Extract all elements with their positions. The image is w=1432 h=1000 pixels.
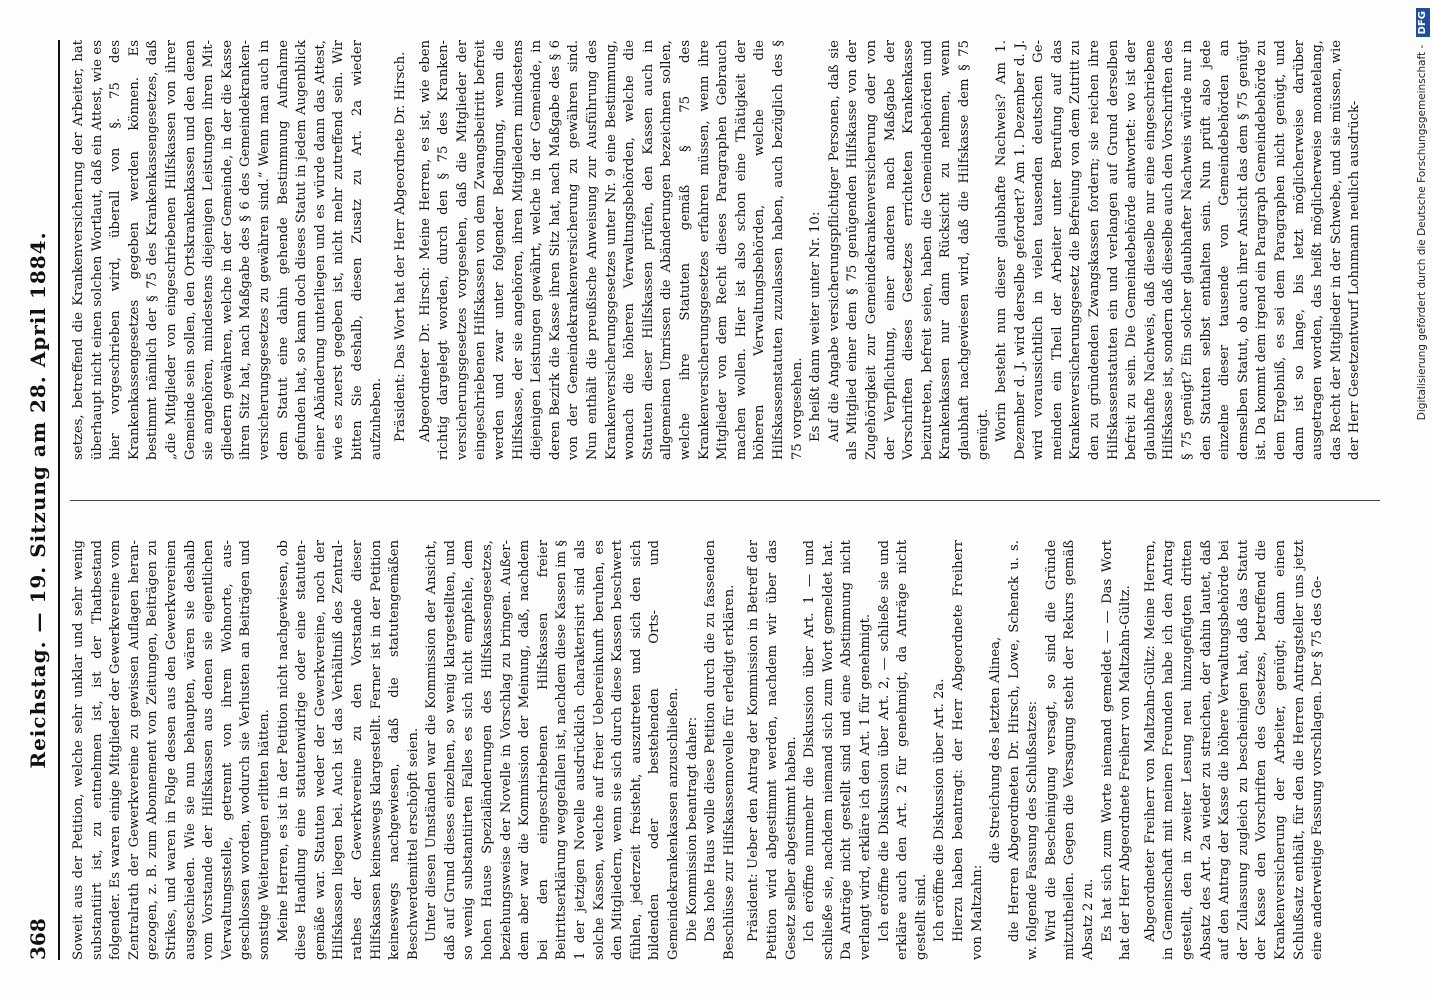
right-column bbox=[70, 40, 1363, 460]
paragraph: Abgeordneter Dr. Hirsch: Meine Herren, es ist, wie eben richtig dargelegt worden, durch den § 75 des Krankenversicherungsgesetzes vorgesehen, daß die Mitglieder der eingeschriebenen Hilfskassen von dem Zwangsbeitritt befreit werden und zwar unter folgender Bedingung, wenn die Hilfskasse, der sie angehören, ihren Mitgliedern mindestens diejenigen Leistungen gewährt, welche in der Gemeinde, in deren Bezirk die Kasse ihren Sitz hat, nach Maßgabe des § 6 von der Gemeindekrankenversicherung zu gewähren sind. Nun enthält die preußische Anweisung zur Ausführung des Krankenversicherungsgesetzes unter Nr. 9 eine Bestimmung, wonach die höheren Verwaltungsbehörden, welche die Statuten dieser Hilfskassen prüfen, den Kassen auch in allgemeinen Umrissen die Abänderungen bezeichnen sollen, welche ihre Statuten gemäß § 75 des Krankenversicherungsgesetzes erfahren müssen, wenn ihre Mitglieder von dem Recht dieses Paragraphen Gebrauch machen wollen. Hier ist also schon eine Thätigkeit der höheren Verwaltungsbehörden, welche die Hilfskassenstatuten zuzulassen haben, auch bezüglich des § 75 vorgesehen. bbox=[417, 40, 805, 460]
paragraph: setzes, betreffend die Krankenversicherung der Arbeiter, hat überhaupt nicht einen solchen Wortlaut, daß ein Attest, wie es hier vorgeschrieben wird, überall von §. 75 des Krankenkassengesetzes gegeben werden können. Es bestimmt nämlich der § 75 des Krankenkassengesetzes, daß „die Mitglieder von eingeschriebenen Hilfskassen von ihrer Gemeinde sein sollen, den Ortskrankenkassen und den denen sie angehören, mindestens diejenigen Leistungen ihren Mitgliedern gewähren, welche in der Gemeinde, in der die Kasse ihren Sitz hat, nach Maßgabe des § 6 des Gemeindekrankenversicherungsgesetzes zu gewähren sind.“ Wenn man auch in dem Statut eine dahin gehende Bestimmung Aufnahme gefunden hat, so kann doch dieses Statut in jedem Augenblick einer Abänderung unterliegen und es würde dann das Attest, wie es zuerst gegeben ist, nicht mehr zutreffend sein. Wir bitten Sie deshalb, diesen Zusatz zu Art. 2a wieder aufzuheben. bbox=[71, 40, 384, 460]
paragraph: Es hat sich zum Worte niemand gemeldet — — Das Wort hat der Herr Abgeordnete Freiherr von Maltzahn-Gültz. bbox=[1099, 540, 1134, 960]
stamp-text: Digitalisierung gefördert durch die Deutsche Forschungsgemeinschaft - bbox=[1416, 44, 1428, 421]
paragraph: die Herren Abgeordneten Dr. Hirsch, Lowe, Schenck u. s. w. folgende Fassung des Schlußsatzes: bbox=[1006, 540, 1041, 960]
paragraph: Ich eröffne die Diskussion über Art. 2, — schließe sie und erkläre auch den Art. 2 für genehmigt, da Anträge nicht gestellt sind. bbox=[876, 540, 929, 960]
page-header bbox=[18, 40, 60, 960]
page-number: 368 bbox=[26, 918, 50, 960]
paragraph: Meine Herren, es ist in der Petition nicht nachgewiesen, ob diese Handlung eine statutenwidrige oder eine statutengemäße war. Statuten weder der Gewerkvereine, noch der Hilfskassen liegen bei. Auch ist das Verhältniß des Zentralrathes der Gewerkvereine zu den Vorstande dieser Hilfskassen keineswegs klargestellt. Ferner ist in der Petition keineswegs nachgewiesen, daß die statutengemäßen Beschwerdemittel erschöpft seien. bbox=[275, 540, 421, 960]
paragraph: Das hohe Haus wolle diese Petition durch die zu fassenden Beschlüsse zur Hilfskassennovelle für erledigt erklären. bbox=[703, 540, 737, 960]
paragraph: Präsident: Das Wort hat der Herr Abgeordnete Dr. Hirsch. bbox=[393, 51, 409, 442]
column-divider bbox=[70, 500, 1380, 501]
left-column bbox=[70, 540, 1326, 960]
paragraph: Abgeordneter Freiherr von Maltzahn-Gültz: Meine Herren, in Gemeinschaft mit meinen Freunden habe ich den Antrag gestellt, den in zweiter Lesung neu hinzugefügten dritten Absatz des Art. 2a wieder zu streichen, der dahin lautet, daß auf den Antrag der Kasse die höhere Verwaltungsbehörde bei der Zulassung zugleich zu bescheinigen hat, daß das Statut der Kasse den Vorschriften des Gesetzes, betreffend die Krankenversicherung der Arbeiter, genügt; dann einen Schlußsatz enthält, für den die Herren Antragsteller uns jetzt eine anderweitige Fassung vorschlagen. Der § 75 des Ge- bbox=[1142, 540, 1326, 960]
paragraph: Wird die Bescheinigung versagt, so sind die Gründe mitzutheilen. Gegen die Versagung steht der Rekurs gemäß Absatz 2 zu. bbox=[1043, 540, 1097, 960]
paragraph: Hierzu haben beantragt: der Herr Abgeordnete Freiherr von Maltzahn: bbox=[950, 540, 985, 960]
digitization-stamp bbox=[1412, 0, 1432, 1000]
paragraph: Auf die Angabe versicherungspflichtiger Personen, daß sie als Mitglied einer dem § 75 genügenden Hilfskasse von der Zugehörigkeit zur Gemeindekrankenversicherung oder von der Verpflichtung, einer anderen nach Maßgabe der Vorschriften dieses Gesetzes errichteten Krankenkasse beizutreten, befreit seien, haben die Gemeindebehörden und Krankenkassen nur dann Rücksicht zu nehmen, wenn glaubhaft nachgewiesen wird, daß die Hilfskasse dem § 75 genügt. bbox=[826, 40, 991, 460]
paragraph: Soweit aus der Petition, welche sehr unklar und sehr wenig substantiirt ist, zu entnehmen ist, ist der Thatbestand folgender. Es waren einige Mitglieder der Gewerkvereine vom Zentralrath der Gewerkvereine zu gewissen Auflagen herangezogen, z. B. zum Abonnement von Zeitungen, Beiträgen zu Strikes, und waren in Folge dessen aus den Gewerkvereinen ausgeschieden. Wie sie nun behaupten, wären sie deshalb vom Vorstande der Hilfskassen aus denen sie eigentlichen Verwaltungsstelle, getrennt von ihrem Wohnorte, ausgeschlossen worden, wodurch sie Verlusten an Beiträgen und sonstige Weiterungen erlitten hätten. bbox=[71, 540, 272, 960]
dfg-logo: DFG bbox=[1416, 8, 1430, 37]
paragraph: Unter diesen Umständen war die Kommission der Ansicht, daß auf Grund dieses einzelnen, so wenig klargestellten, und so wenig substantiirten Falles es sich nicht empfehle, dem hohen Hause Spezialänderungen des Hilfskassengesetzes, beziehungsweise der Novelle in Vorschlag zu bringen. Außerdem aber war die Kommission der Meinung, daß, nachdem bei den eingeschriebenen Hilfskassen freier Beitrittserklärung weggefallen ist, nachdem diese Kassen im § 1 der jetzigen Novelle ausdrücklich charakterisirt sind als solche Kassen, welche auf freier Uebereinkunft beruhen, es den Mitgliedern, wenn sie sich durch diese Kassen beschwert fühlen, jederzeit freisteht, auszutreten und sich den sich bildenden oder bestehenden Orts- und Gemeindekrankenkassen anzuschließen. bbox=[424, 540, 681, 960]
paragraph: Es heißt dann weiter unter Nr. 10: bbox=[808, 211, 824, 442]
paragraph: Ich eröffne nunmehr die Diskussion über Art. 1 — und schließe sie, nachdem niemand sich zum Wort gemeldet hat. Da Anträge nicht gestellt sind und eine Abstimmung nicht verlangt wird, erkläre ich den Art. 1 für genehmigt. bbox=[802, 540, 873, 960]
paragraph: Ich eröffne die Diskussion über Art. 2a. bbox=[932, 678, 948, 942]
paragraph: Die Kommission beantragt daher: bbox=[684, 716, 700, 942]
paragraph: die Streichung des letzten Alinea, bbox=[988, 636, 1004, 864]
paragraph: Worin besteht nun dieser glaubhafte Nachweis? Am 1. Dezember d. J. wird derselbe gefordert? Am 1. Dezember d. J. wird voraussichtlich in vielen tausenden deutschen Gemeinden ein Theil der Arbeiter unter Berufung auf das Krankenversicherungsgesetz die Befreiung von dem Zutritt zu den zu gründenden Zwangskassen fordern; sie reichen ihre Hilfskassenstatuten ein und verlangen auf Grund derselben befreit zu sein. Die Gemeindebehörde antwortet: wo ist der glaubhafte Nachweis, daß dieselbe nur eine eingeschriebene Hilfskasse ist, sondern daß dieselbe auch den Vorschriften des § 75 genügt? Ein solcher glaubhafter Nachweis würde nur in den Statuten selbst enthalten sein. Nun prüft also jede einzelne dieser tausende von Gemeindebehörden an demselben Statut, ob auch ihrer Ansicht das dem § 75 genügt ist. Da kommt dem irgend ein Paragraph Gemeindebehörde zu dem Ergebniß, es sei dem Paragraphen nicht genügt, und dann ist so lange, bis letzt möglicherweise darüber ausgetragen worden, das heißt möglicherweise monatelang, das Recht der Mitglieder in der Schwebe, und sie müssen, wie der Herr Gesetzentwurf Lohnmann neulich ausdrück- bbox=[994, 40, 1363, 460]
paragraph: Präsident: Ueber den Antrag der Kommission in Betreff der Petition wird abgestimmt werden, nachdem wir über das Gesetz selber abgestimmt haben. bbox=[746, 540, 799, 960]
page-title: Reichstag. — 19. Sitzung am 28. April 1884. bbox=[26, 231, 50, 769]
